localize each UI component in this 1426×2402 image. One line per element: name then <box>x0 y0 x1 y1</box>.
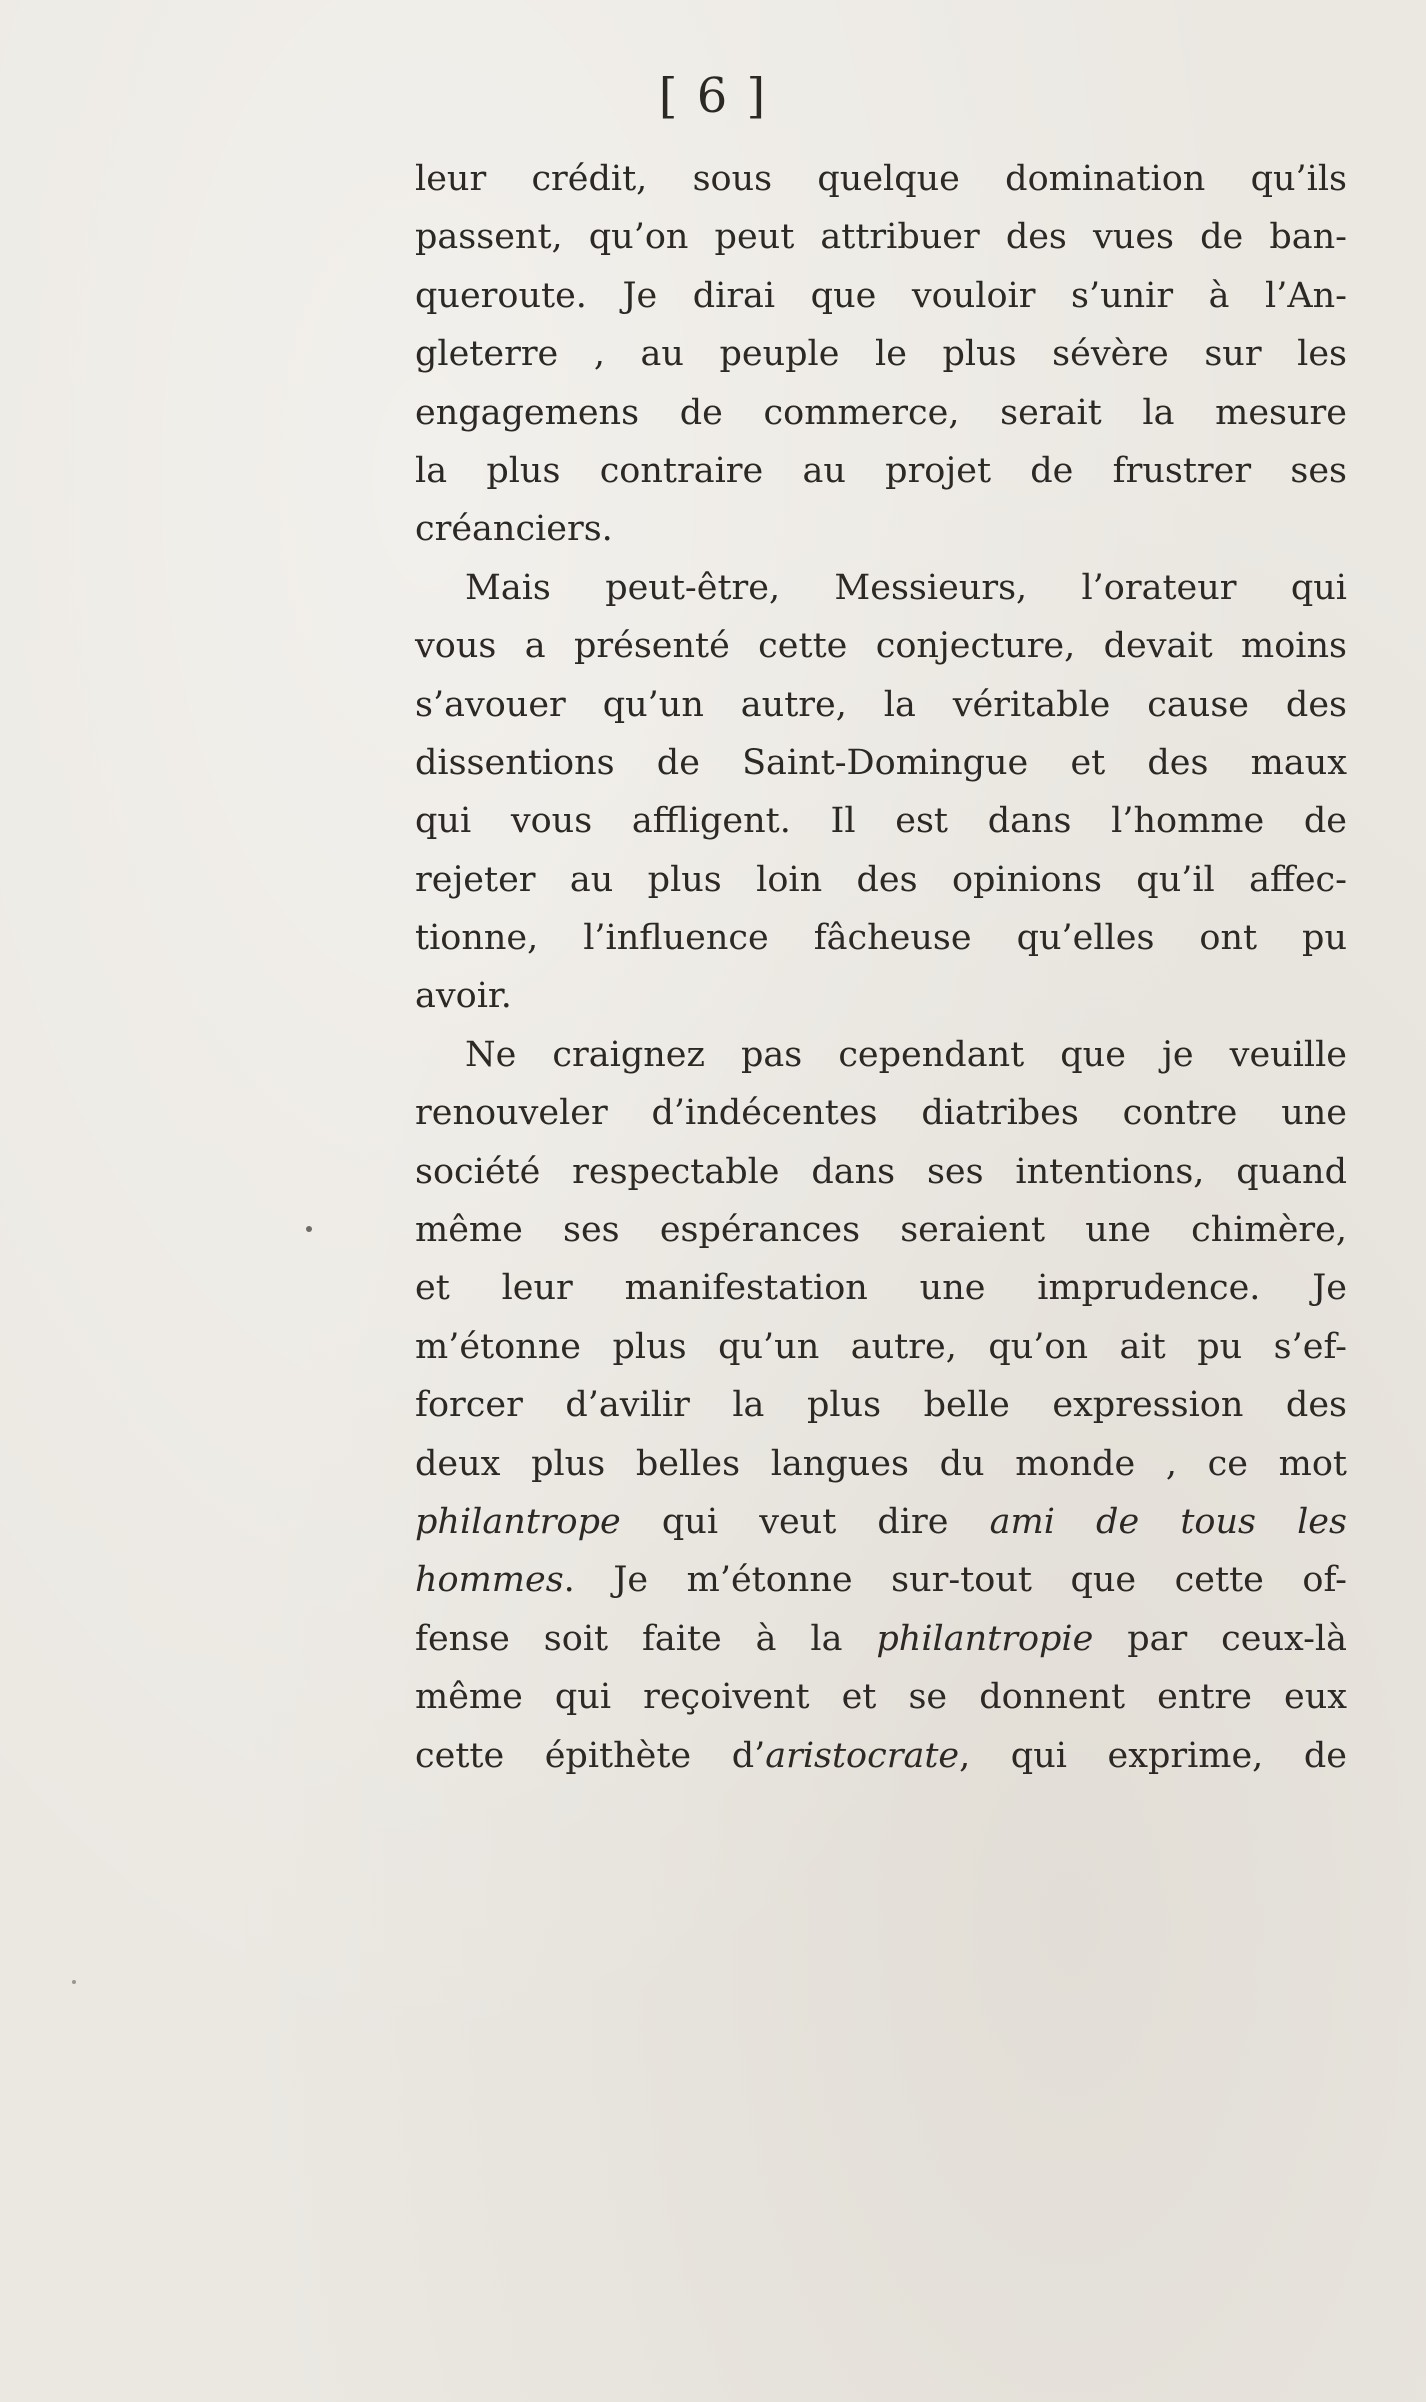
text-line <box>415 267 1347 325</box>
margin-mark <box>306 1226 312 1232</box>
text-line <box>415 792 1347 850</box>
text-line <box>415 1493 1347 1551</box>
text-segment: créanciers. <box>415 509 613 550</box>
text-line <box>415 325 1347 383</box>
text-line <box>415 909 1347 967</box>
italic-text: ami de tous les <box>989 1501 1347 1542</box>
italic-text: hommes <box>415 1560 564 1601</box>
text-segment: qui veut dire <box>620 1501 990 1542</box>
text-segment: queroute. Je dirai que vouloir s’unir à l’An- <box>415 275 1347 316</box>
text-line <box>415 734 1347 792</box>
text-line <box>415 676 1347 734</box>
text-segment: passent, qu’on peut attribuer des vues de ban- <box>415 217 1347 258</box>
text-segment: tionne, l’influence fâcheuse qu’elles ont pu <box>415 918 1347 959</box>
text-segment: renouveler d’indécentes diatribes contre une <box>415 1093 1347 1134</box>
text-line <box>415 1376 1347 1434</box>
text-segment: même ses espérances seraient une chimère, <box>415 1210 1347 1251</box>
text-line <box>415 1668 1347 1726</box>
text-line <box>415 442 1347 500</box>
text-line <box>415 1610 1347 1668</box>
text-line <box>415 208 1347 266</box>
italic-text: philantropie <box>876 1618 1094 1659</box>
text-line <box>415 1551 1347 1609</box>
text-segment: m’étonne plus qu’un autre, qu’on ait pu s’ef- <box>415 1326 1347 1367</box>
text-line <box>415 1259 1347 1317</box>
text-segment: , qui exprime, de <box>959 1735 1347 1776</box>
text-segment: leur crédit, sous quelque domination qu’ils <box>415 159 1347 199</box>
text-line <box>415 967 1347 1025</box>
text-line <box>415 500 1347 558</box>
text-line <box>415 851 1347 909</box>
text-line <box>415 1727 1347 1785</box>
text-line <box>415 1026 1347 1084</box>
page-number: [ 6 ] <box>658 68 768 124</box>
text-segment: et leur manifestation une imprudence. Je <box>415 1268 1347 1309</box>
body-text <box>415 150 1347 1785</box>
text-segment: rejeter au plus loin des opinions qu’il affec- <box>415 859 1347 900</box>
text-line <box>415 1143 1347 1201</box>
text-segment: par ceux-là <box>1093 1618 1347 1659</box>
text-line <box>415 384 1347 442</box>
text-segment: s’avouer qu’un autre, la véritable cause des <box>415 684 1347 725</box>
text-segment: gleterre , au peuple le plus sévère sur les <box>415 334 1347 375</box>
text-line <box>415 559 1347 617</box>
text-segment: deux plus belles langues du monde , ce mot <box>415 1443 1347 1484</box>
text-line <box>415 1201 1347 1259</box>
text-segment: forcer d’avilir la plus belle expression des <box>415 1385 1347 1426</box>
text-segment: Mais peut-être, Messieurs, l’orateur qui <box>465 567 1347 608</box>
italic-text: aristocrate <box>765 1735 960 1776</box>
italic-text: philantrope <box>415 1501 621 1542</box>
text-segment: fense soit faite à la <box>415 1618 877 1659</box>
text-line <box>415 1084 1347 1142</box>
text-segment: . Je m’étonne sur-tout que cette of- <box>563 1560 1347 1601</box>
text-segment: même qui reçoivent et se donnent entre eux <box>415 1677 1347 1718</box>
text-segment: avoir. <box>415 976 512 1017</box>
text-line <box>415 1318 1347 1376</box>
text-segment: dissentions de Saint-Domingue et des maux <box>415 742 1347 783</box>
text-segment: qui vous affligent. Il est dans l’homme de <box>415 801 1347 842</box>
margin-mark <box>72 1980 76 1984</box>
text-segment: la plus contraire au projet de frustrer ses <box>415 450 1347 491</box>
text-segment: Ne craignez pas cependant que je veuille <box>465 1034 1347 1075</box>
text-line <box>415 150 1347 208</box>
text-segment: cette épithète d’ <box>415 1735 766 1776</box>
text-segment: engagemens de commerce, serait la mesure <box>415 392 1347 433</box>
text-line <box>415 1435 1347 1493</box>
text-segment: société respectable dans ses intentions, quand <box>415 1151 1347 1192</box>
text-line <box>415 617 1347 675</box>
text-segment: vous a présenté cette conjecture, devait moins <box>415 626 1347 667</box>
